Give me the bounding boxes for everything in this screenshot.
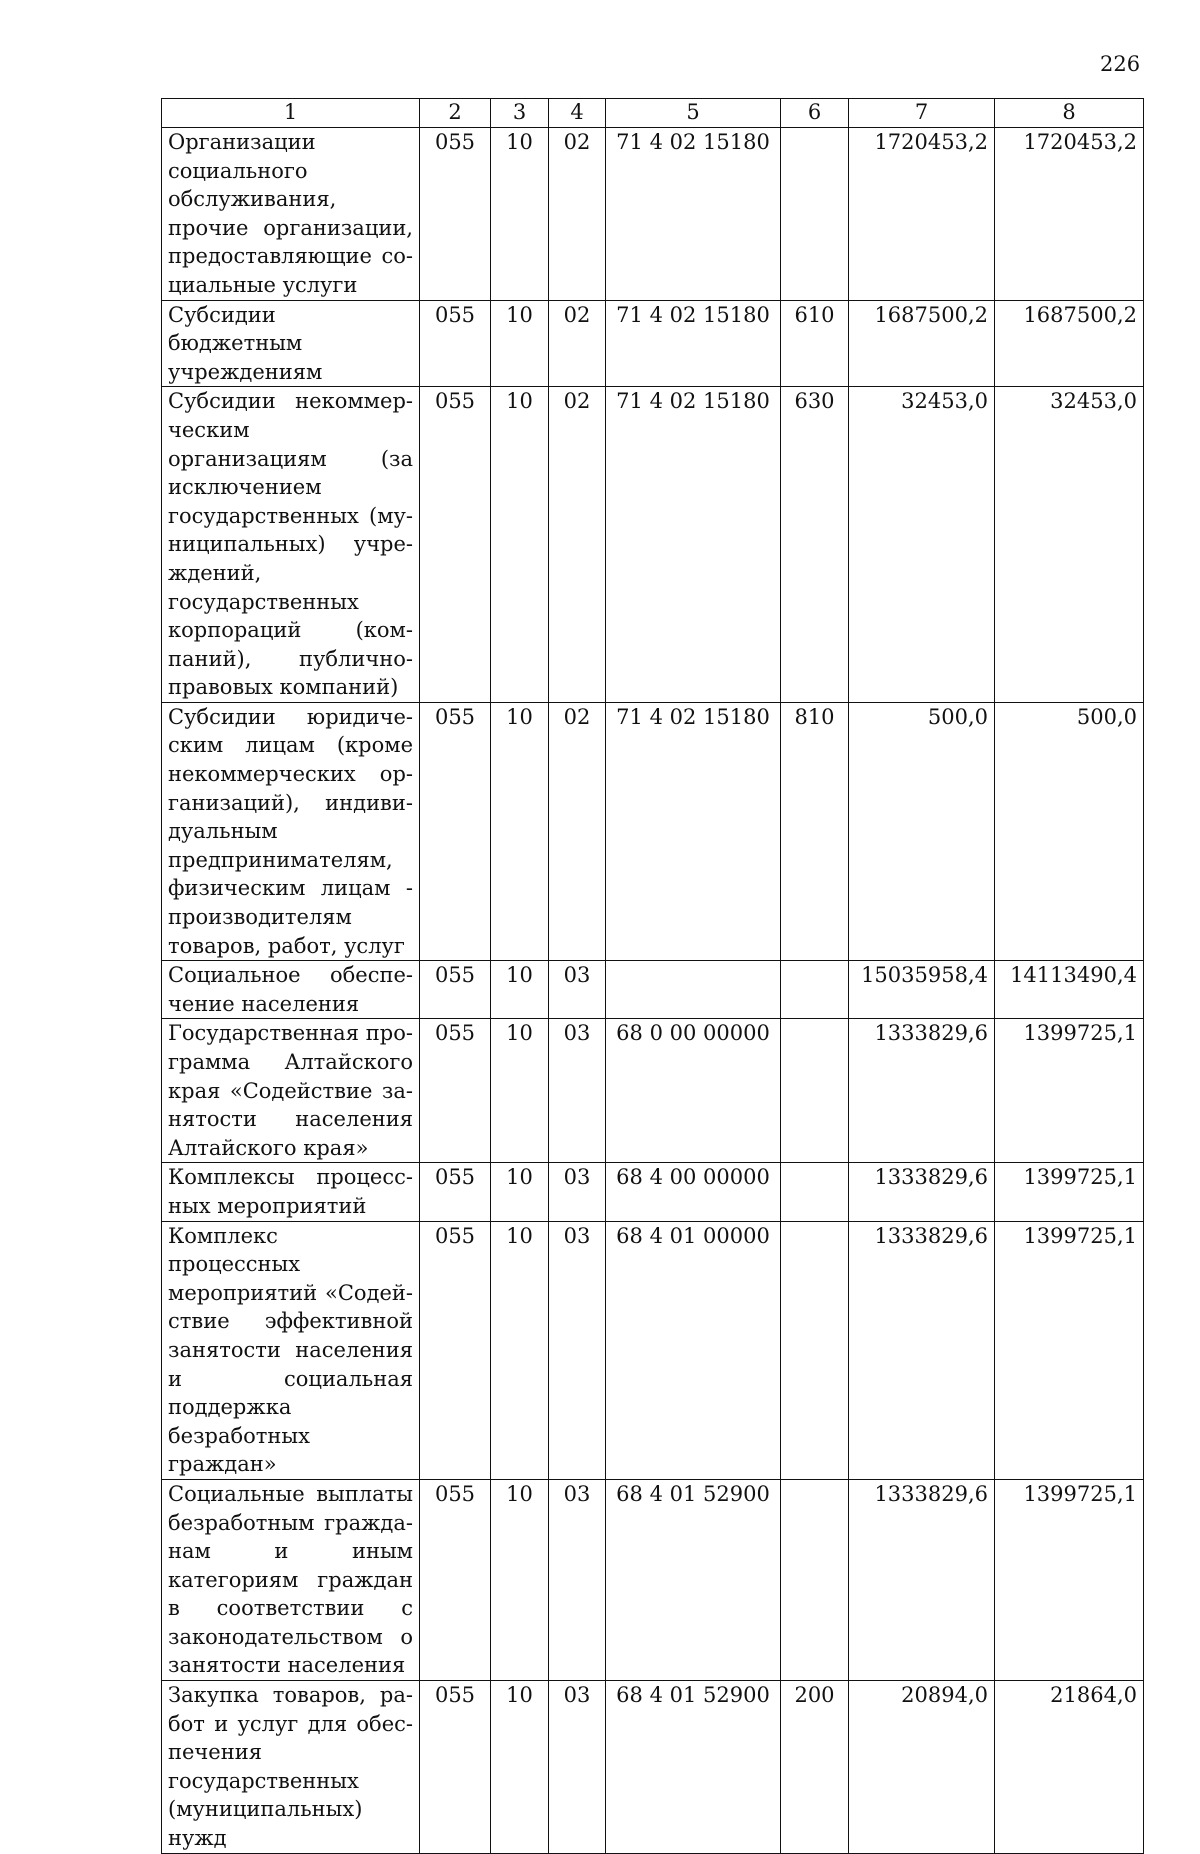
column-header: 1 [162,99,420,128]
column-header: 7 [849,99,995,128]
column-7-cell: 1687500,2 [849,300,995,387]
row-name-cell: Субсидии бюджетным учреждениям [162,300,420,387]
column-5-cell: 68 4 01 52900 [606,1479,781,1680]
budget-table [161,98,1144,1854]
row-name-cell: Организации социального обслуживания, прочие организации, предоставляющие социальные услуги [162,128,420,301]
table-row [162,1221,1144,1479]
column-3-cell: 10 [491,961,549,1019]
column-8-cell: 32453,0 [995,387,1144,703]
column-8-cell: 500,0 [995,702,1144,960]
table-row [162,702,1144,960]
column-4-cell: 02 [549,300,606,387]
column-6-cell: 200 [781,1681,849,1854]
row-name-cell: Субсидии юридическим лицам (кроме некоммерческих организаций), индивидуальным предпринимателям, физическим лицам - производителям товаров, работ, услуг [162,702,420,960]
column-7-cell: 1333829,6 [849,1163,995,1221]
row-name-cell: Закупка товаров, работ и услуг для обеспечения государственных (муниципальных) нужд [162,1681,420,1854]
column-7-cell: 20894,0 [849,1681,995,1854]
table-row [162,128,1144,301]
table-row [162,1019,1144,1163]
column-5-cell: 71 4 02 15180 [606,300,781,387]
row-name-cell: Комплексы процессных мероприятий [162,1163,420,1221]
page-number: 226 [1100,52,1141,76]
column-5-cell: 68 0 00 00000 [606,1019,781,1163]
column-3-cell: 10 [491,387,549,703]
column-3-cell: 10 [491,128,549,301]
column-4-cell: 03 [549,1019,606,1163]
column-3-cell: 10 [491,1681,549,1854]
column-4-cell: 02 [549,387,606,703]
column-7-cell: 500,0 [849,702,995,960]
row-name-cell: Субсидии некоммерческим организациям (за исключением государственных (муниципальных) учреждений, государственных корпораций (компаний), публично-правовых компаний) [162,387,420,703]
column-2-cell: 055 [420,300,491,387]
column-6-cell [781,1019,849,1163]
column-5-cell: 68 4 00 00000 [606,1163,781,1221]
column-7-cell: 1720453,2 [849,128,995,301]
table-row [162,1163,1144,1221]
column-3-cell: 10 [491,1479,549,1680]
row-name-cell: Государственная программа Алтайского края «Содействие занятости населения Алтайского края» [162,1019,420,1163]
column-4-cell: 02 [549,128,606,301]
column-5-cell: 71 4 02 15180 [606,128,781,301]
table-row [162,1681,1144,1854]
column-5-cell [606,961,781,1019]
column-2-cell: 055 [420,387,491,703]
column-6-cell: 810 [781,702,849,960]
header-row [162,99,1144,128]
column-header: 6 [781,99,849,128]
table-row [162,387,1144,703]
row-name-cell: Социальное обеспечение населения [162,961,420,1019]
column-7-cell: 1333829,6 [849,1479,995,1680]
column-4-cell: 03 [549,961,606,1019]
column-2-cell: 055 [420,128,491,301]
column-header: 4 [549,99,606,128]
row-name-cell: Социальные выплаты безработным гражданам и иным категориям граждан в соответствии с законодательством о занятости населения [162,1479,420,1680]
column-6-cell [781,1163,849,1221]
table-row [162,961,1144,1019]
column-6-cell [781,1221,849,1479]
column-6-cell [781,1479,849,1680]
column-3-cell: 10 [491,1163,549,1221]
table-row [162,300,1144,387]
column-2-cell: 055 [420,1019,491,1163]
column-6-cell: 630 [781,387,849,703]
column-5-cell: 68 4 01 52900 [606,1681,781,1854]
column-8-cell: 1399725,1 [995,1479,1144,1680]
column-6-cell [781,128,849,301]
row-name-cell: Комплекс процессных мероприятий «Содействие эффективной занятости населения и социальная поддержка безработных граждан» [162,1221,420,1479]
column-6-cell [781,961,849,1019]
column-8-cell: 14113490,4 [995,961,1144,1019]
column-8-cell: 1399725,1 [995,1163,1144,1221]
column-2-cell: 055 [420,961,491,1019]
column-5-cell: 68 4 01 00000 [606,1221,781,1479]
column-3-cell: 10 [491,702,549,960]
column-4-cell: 02 [549,702,606,960]
column-8-cell: 1720453,2 [995,128,1144,301]
table-row [162,1479,1144,1680]
column-4-cell: 03 [549,1479,606,1680]
column-8-cell: 1399725,1 [995,1019,1144,1163]
column-header: 5 [606,99,781,128]
column-3-cell: 10 [491,300,549,387]
column-2-cell: 055 [420,1479,491,1680]
column-header: 3 [491,99,549,128]
column-7-cell: 1333829,6 [849,1019,995,1163]
column-8-cell: 21864,0 [995,1681,1144,1854]
column-3-cell: 10 [491,1221,549,1479]
column-5-cell: 71 4 02 15180 [606,387,781,703]
column-4-cell: 03 [549,1681,606,1854]
column-7-cell: 32453,0 [849,387,995,703]
column-2-cell: 055 [420,702,491,960]
column-2-cell: 055 [420,1681,491,1854]
column-2-cell: 055 [420,1221,491,1479]
column-6-cell: 610 [781,300,849,387]
column-header: 2 [420,99,491,128]
column-header: 8 [995,99,1144,128]
column-7-cell: 15035958,4 [849,961,995,1019]
column-4-cell: 03 [549,1221,606,1479]
column-7-cell: 1333829,6 [849,1221,995,1479]
column-8-cell: 1687500,2 [995,300,1144,387]
column-3-cell: 10 [491,1019,549,1163]
column-2-cell: 055 [420,1163,491,1221]
column-8-cell: 1399725,1 [995,1221,1144,1479]
column-4-cell: 03 [549,1163,606,1221]
column-5-cell: 71 4 02 15180 [606,702,781,960]
